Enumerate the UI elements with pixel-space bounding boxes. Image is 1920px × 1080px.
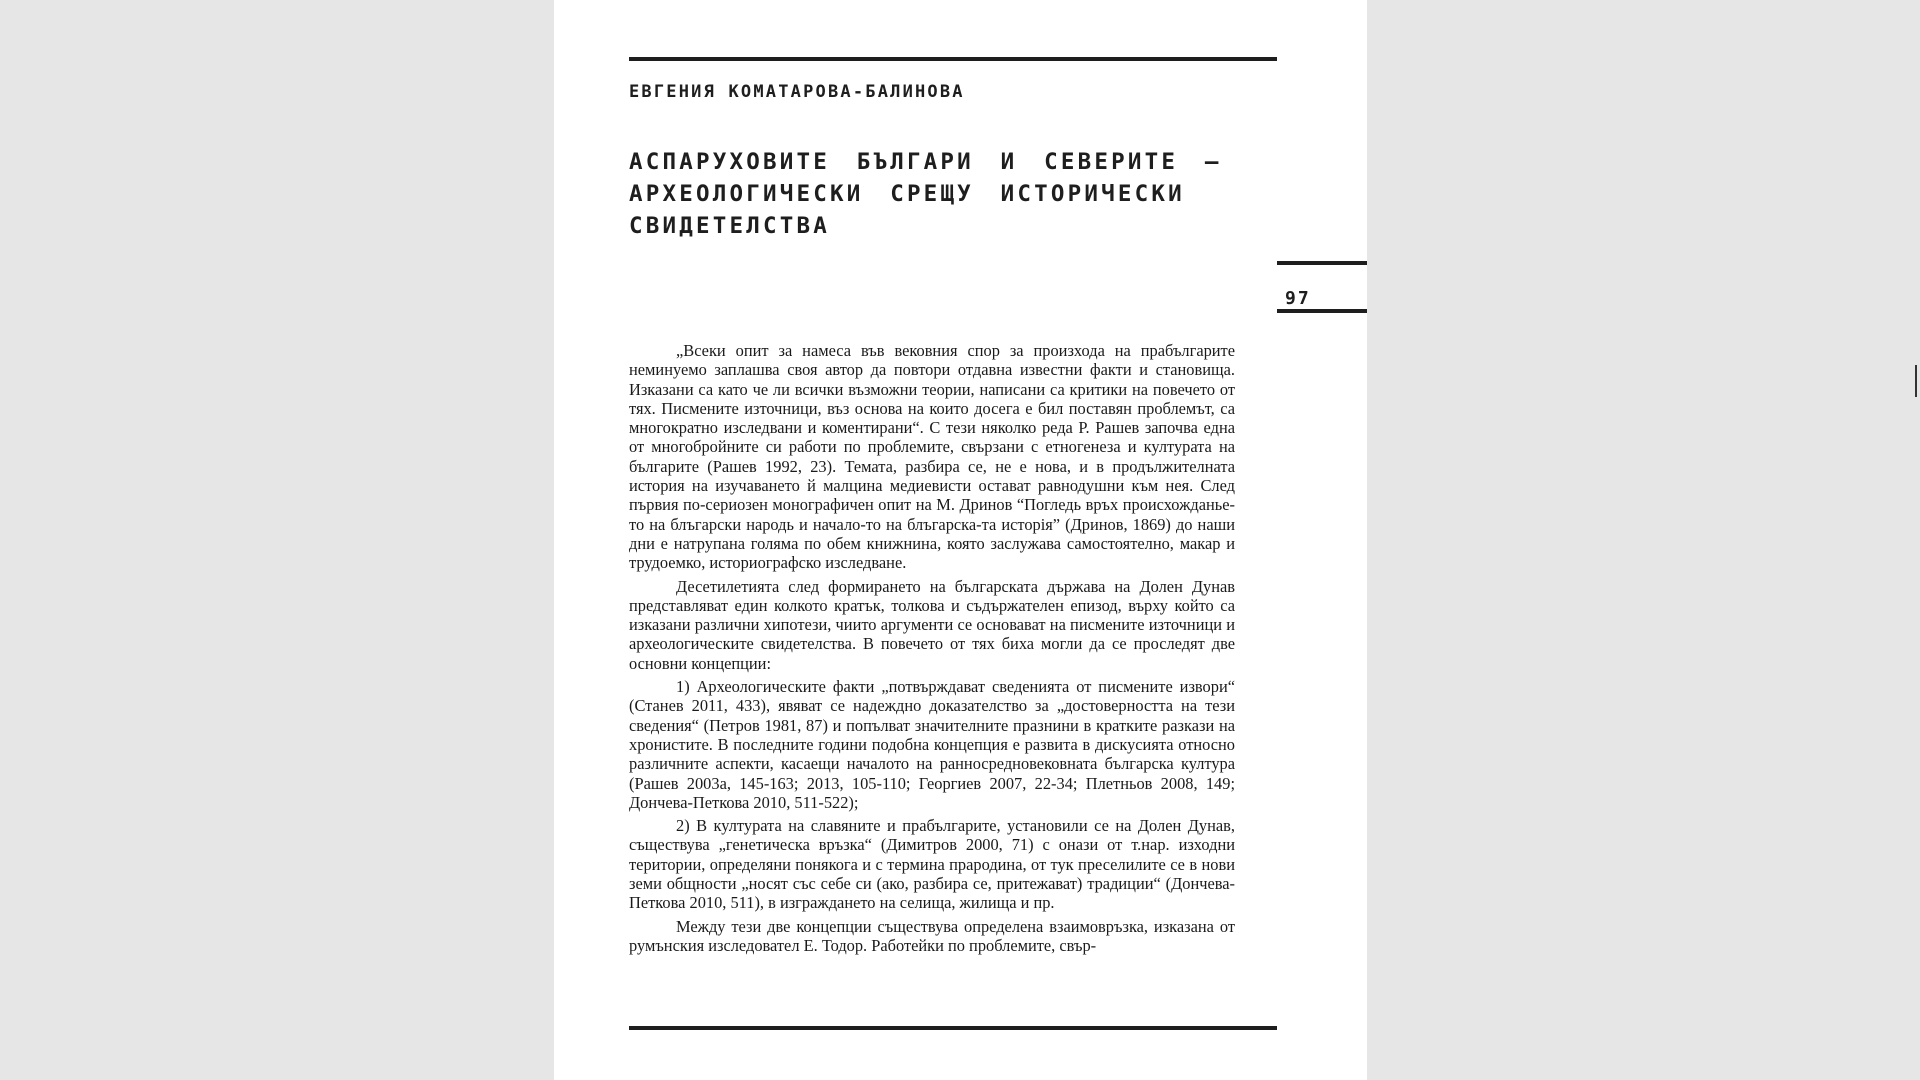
- article-body: [629, 341, 1235, 959]
- document-page: [554, 0, 1367, 1080]
- paragraph: „Всеки опит за намеса във вековния спор за произхода на прабългарите неминуемо заплашва своя автор да повтори отдавна известни факти и становища. Изказани са като че ли всички възможни теории, написани са критики на повечето от тях. Писмените източници, въз основа на които досега е бил поставян проблемът, са многократно изследвани и коментирани“. С тези няколко реда Р. Рашев започва една от многобройните си работи по проблемите, свързани с етногенеза и културата на българите (Рашев 1992, 23). Темата, разбира се, не е нова, и в продължителната история на изучаването й малцина медиевисти остават равнодушни към нея. След първия по-сериозен монографичен опит на М. Дринов “Погледь връх происхожданье-то на блъгарски народь и начало-то на блъгарска-та исторія” (Дринов, 1869) до наши дни е натрупана голяма по обем книжнина, която заслужава самостоятелно, макар и трудоемко, историографско изследване.: [629, 341, 1235, 573]
- paragraph: 2) В културата на славяните и прабългарите, установили се на Долен Дунав, съществува „генетическа връзка“ (Димитров 2000, 71) с онази от т.нар. изходни територии, определяни понякога и с термина прародина, от тук преселилите се в нови земи общности „носят със себе си (ако, разбира се, притежават) традиции“ (Дончева-Петкова 2010, 511), в изграждането на селища, жилища и пр.: [629, 816, 1235, 913]
- text-cursor-icon: [1915, 365, 1917, 397]
- author-name: ЕВГЕНИЯ КОМАТАРОВА-БАЛИНОВА: [629, 82, 965, 102]
- page-number-bottom-rule: [1277, 309, 1367, 313]
- paragraph: 1) Археологическите факти „потвърждават сведенията от писмените извори“ (Станев 2011, 433), явяват се надеждно доказателство за „достоверността на тези сведения“ (Петров 1981, 87) и попълват значителните празнини в кратките разкази на хронистите. В последните години подобна концепция е развита в дискусията относно различните аспекти, касаещи началото на ранносредновековната българска култура (Рашев 2003а, 145-163; 2013, 105-110; Георгиев 2007, 22-34; Плетньов 2008, 149; Дончева-Петкова 2010, 511-522);: [629, 677, 1235, 812]
- page-number: 97: [1285, 288, 1311, 309]
- header-rule: [629, 57, 1277, 61]
- footer-rule: [629, 1026, 1277, 1030]
- paragraph: Между тези две концепции съществува определена взаимовръзка, изказана от румънския изследовател Е. Тодор. Работейки по проблемите, свър-: [629, 916, 1235, 955]
- article-title: АСПАРУХОВИТЕ БЪЛГАРИ И СЕВЕРИТЕ – АРХЕОЛОГИЧЕСКИ СРЕЩУ ИСТОРИЧЕСКИ СВИДЕТЕЛСТВА: [629, 149, 1222, 239]
- page-number-top-rule: [1277, 261, 1367, 265]
- paragraph: Десетилетията след формирането на българската държава на Долен Дунав представляват един колкото кратък, толкова и съдържателен епизод, върху който са изказани различни хипотези, чиито аргументи се основават на писмените източници и археологическите свидетелства. В повечето от тях биха могли да се проследят две основни концепции:: [629, 576, 1235, 673]
